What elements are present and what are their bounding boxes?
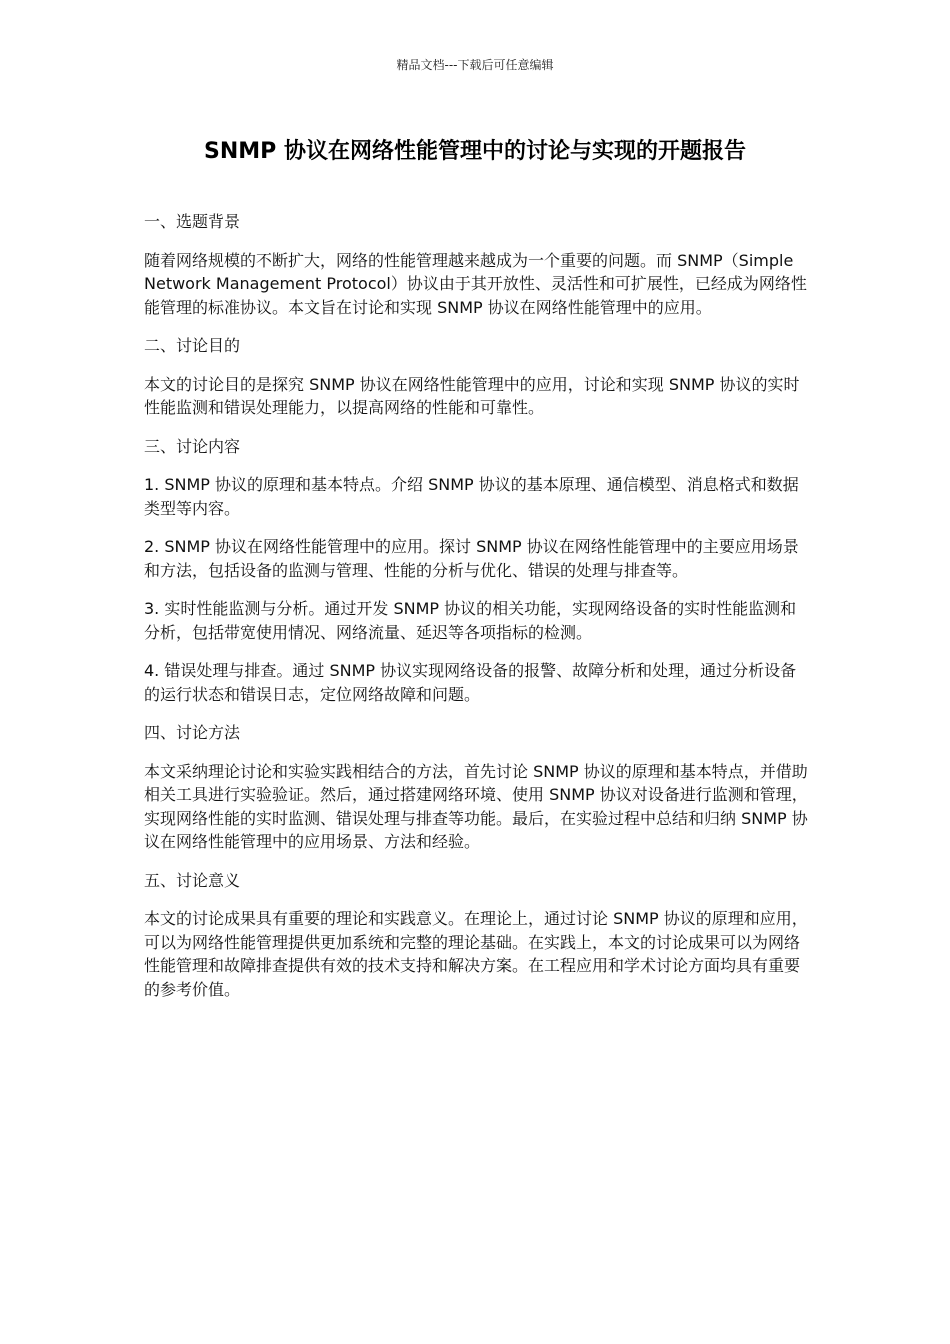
section-method bbox=[144, 721, 808, 854]
list-item: 4. 错误处理与排查。通过 SNMP 协议实现网络设备的报警、故障分析和处理，通过分析设备的运行状态和错误日志，定位网络故障和问题。 bbox=[144, 661, 797, 704]
paragraph: 本文的讨论成果具有重要的理论和实践意义。在理论上，通过讨论 SNMP 协议的原理和应用，可以为网络性能管理提供更加系统和完整的理论基础。在实践上，本文的讨论成果可以为网络性能管理和故障排查提供有效的技术支持和解决方案。在工程应用和学术讨论方面均具有重要的参考价值。 bbox=[144, 909, 808, 999]
page-header-note: 精品文档---下载后可任意编辑 bbox=[396, 58, 554, 72]
section-heading: 五、讨论意义 bbox=[144, 870, 241, 890]
list-item: 3. 实时性能监测与分析。通过开发 SNMP 协议的相关功能，实现网络设备的实时性能监测和分析，包括带宽使用情况、网络流量、延迟等各项指标的检测。 bbox=[144, 599, 797, 642]
paragraph: 本文的讨论目的是探究 SNMP 协议在网络性能管理中的应用，讨论和实现 SNMP 协议的实时性能监测和错误处理能力，以提高网络的性能和可靠性。 bbox=[144, 374, 800, 417]
section-heading: 二、讨论目的 bbox=[144, 336, 241, 355]
document-title: SNMP 协议在网络性能管理中的讨论与实现的开题报告 bbox=[204, 139, 746, 164]
list-item: 2. SNMP 协议在网络性能管理中的应用。探讨 SNMP 协议在网络性能管理中的主要应用场景和方法，包括设备的监测与管理、性能的分析与优化、错误的处理与排查等。 bbox=[144, 537, 799, 580]
section-heading: 一、选题背景 bbox=[144, 212, 241, 231]
section-heading: 三、讨论内容 bbox=[144, 436, 241, 456]
paragraph: 随着网络规模的不断扩大，网络的性能管理越来越成为一个重要的问题。而 SNMP（Simple Network Management Protocol）协议由于其开放性、灵活性和可扩展性，已经成为网络性能管理的标准协议。本文旨在讨论和实现 SNMP 协议在网络性能管理中的应用。 bbox=[144, 250, 807, 317]
section-heading: 四、讨论方法 bbox=[144, 723, 241, 742]
section-content bbox=[144, 435, 808, 707]
document-body bbox=[144, 210, 808, 1016]
section-significance bbox=[144, 869, 808, 1002]
section-purpose bbox=[144, 334, 808, 420]
list-item: 1. SNMP 协议的原理和基本特点。介绍 SNMP 协议的基本原理、通信模型、消息格式和数据类型等内容。 bbox=[144, 475, 799, 518]
section-background bbox=[144, 210, 808, 319]
paragraph: 本文采纳理论讨论和实验实践相结合的方法，首先讨论 SNMP 协议的原理和基本特点，并借助相关工具进行实验验证。然后，通过搭建网络环境、使用 SNMP 协议对设备进行监测和管理，实现网络性能的实时监测、错误处理与排查等功能。最后，在实验过程中总结和归纳 SNMP 协议在网络性能管理中的应用场景、方法和经验。 bbox=[144, 761, 808, 851]
